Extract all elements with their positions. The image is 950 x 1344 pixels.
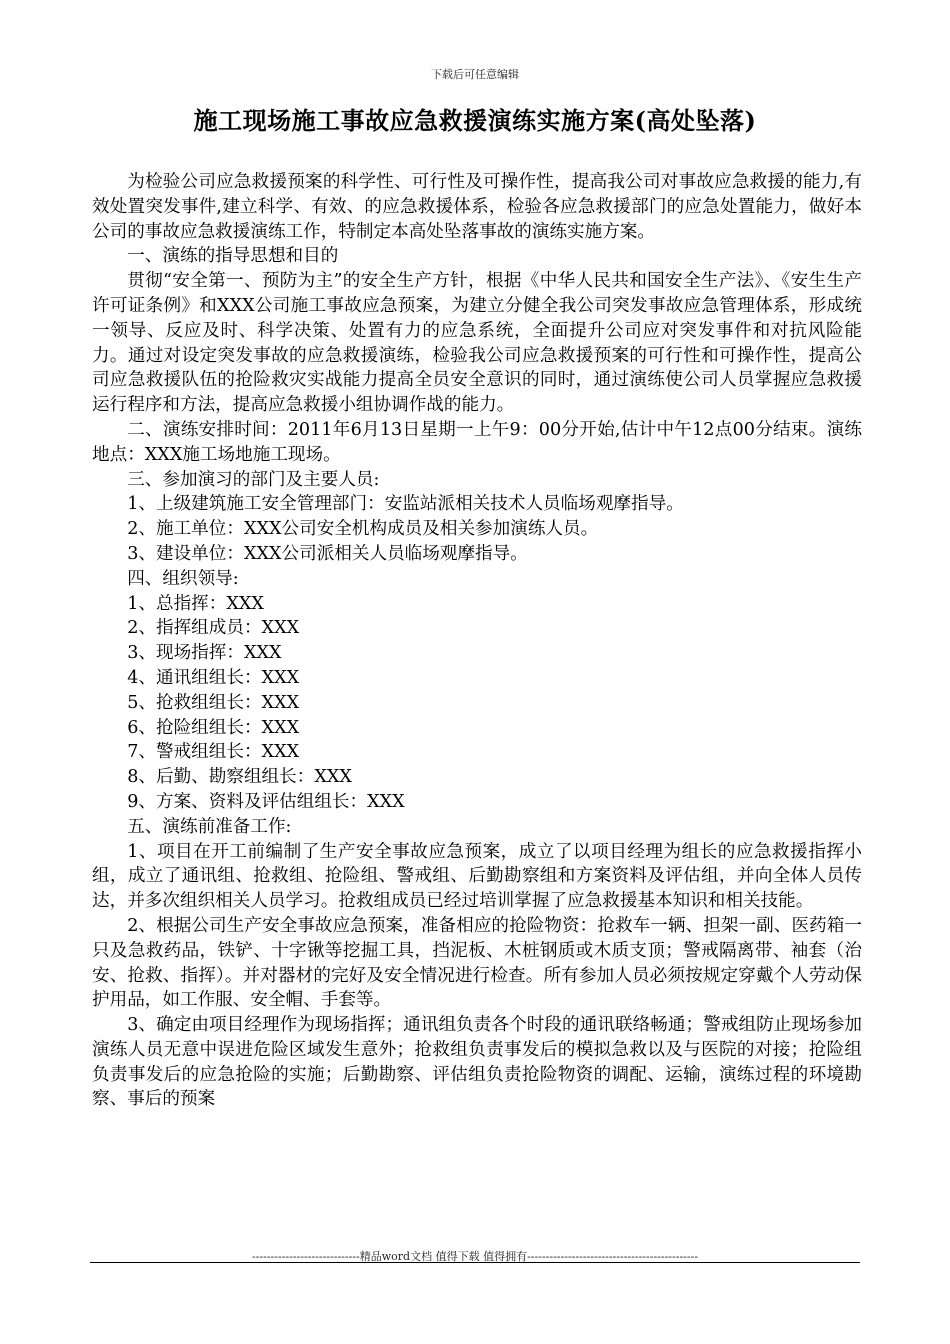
- body-paragraph: 3、确定由项目经理作为现场指挥；通讯组负责各个时段的通讯联络畅通；警戒组防止现场参加演练人员无意中误进危险区域发生意外；抢救组负责事发后的模拟急救以及与医院的对接；抢险组负责事发后的应急抢险的实施；后勤勘察、评估组负责抢险物资的调配、运输，演练过程的环境勘察、事后的预案: [92, 1015, 862, 1110]
- body-paragraph: 2、根据公司生产安全事故应急预案，准备相应的抢险物资：抢救车一辆、担架一副、医药箱一只及急救药品，铁铲、十字锹等挖掘工具，挡泥板、木桩钢质或木质支顶；警戒隔离带、袖套（治安、抢救、指挥）。并对器材的完好及安全情况进行检查。所有参加人员必须按规定穿戴个人劳动保护用品，如工作服、安全帽、手套等。: [92, 915, 862, 1011]
- list-item: 3、现场指挥：XXX: [127, 643, 282, 664]
- body-paragraph: 1、项目在开工前编制了生产安全事故应急预案，成立了以项目经理为组长的应急救援指挥小组，成立了通讯组、抢救组、抢险组、警戒组、后勤勘察组和方案资料及评估组，并向全体人员传达，并多次组织相关人员学习。抢救组成员已经过培训掌握了应急救援基本知识和相关技能。: [92, 841, 862, 912]
- list-item: 5、抢救组组长：XXX: [127, 692, 300, 713]
- list-item: 1、总指挥：XXX: [127, 593, 264, 614]
- section-heading: 一、演练的指导思想和目的: [127, 246, 339, 267]
- list-item: 6、抢险组组长：XXX: [127, 717, 300, 738]
- page-title: 施工现场施工事故应急救援演练实施方案(高处坠落): [193, 106, 757, 135]
- footer-text: -----------------------------精品word文档 值得下载 值得拥有----------------------------------------------: [251, 1250, 699, 1263]
- section-heading: 三、参加演习的部门及主要人员:: [127, 469, 380, 490]
- list-item: 2、施工单位：XXX公司安全机构成员及相关参加演练人员。: [127, 519, 599, 540]
- body-paragraph: 二、演练安排时间：2011年6月13日星期一上午9：00分开始,估计中午12点00分结束。演练地点：XXX施工场地施工现场。: [92, 419, 862, 465]
- list-item: 9、方案、资料及评估组组长：XXX: [127, 791, 405, 812]
- header-note: 下载后可任意编辑: [431, 68, 519, 81]
- document-body: [92, 170, 862, 1112]
- section-heading: 四、组织领导:: [127, 568, 239, 589]
- list-item: 1、上级建筑施工安全管理部门：安监站派相关技术人员临场观摩指导。: [127, 494, 684, 515]
- list-item: 8、后勤、勘察组组长：XXX: [127, 767, 352, 788]
- body-paragraph: 贯彻“安全第一、预防为主”的安全生产方针，根据《中华人民共和国安全生产法》、《安生生产许可证条例》和XXX公司施工事故应急预案，为建立分健全我公司突发事故应急管理体系，形成统一领导、反应及时、科学决策、处置有力的应急系统，全面提升公司应对突发事件和对抗风险能力。通过对设定突发事故的应急救援演练，检验我公司应急救援预案的可行性和可操作性，提高公司应急救援队伍的抢险救灾实战能力提高全员安全意识的同时，通过演练使公司人员掌握应急救援运行程序和方法，提高应急救援小组协调作战的能力。: [92, 271, 862, 416]
- footer-divider: [90, 1262, 860, 1263]
- list-item: 2、指挥组成员：XXX: [127, 618, 300, 639]
- section-heading: 五、演练前准备工作:: [127, 816, 292, 837]
- list-item: 3、建设单位：XXX公司派相关人员临场观摩指导。: [127, 543, 528, 564]
- list-item: 7、警戒组组长：XXX: [127, 742, 300, 763]
- intro-paragraph: 为检验公司应急救援预案的科学性、可行性及可操作性，提高我公司对事故应急救援的能力,有效处置突发事件,建立科学、有效、的应急救援体系，检验各应急救援部门的应急处置能力，做好本公司的事故应急救援演练工作，特制定本高处坠落事故的演练实施方案。: [92, 172, 862, 242]
- list-item: 4、通讯组组长：XXX: [127, 667, 300, 688]
